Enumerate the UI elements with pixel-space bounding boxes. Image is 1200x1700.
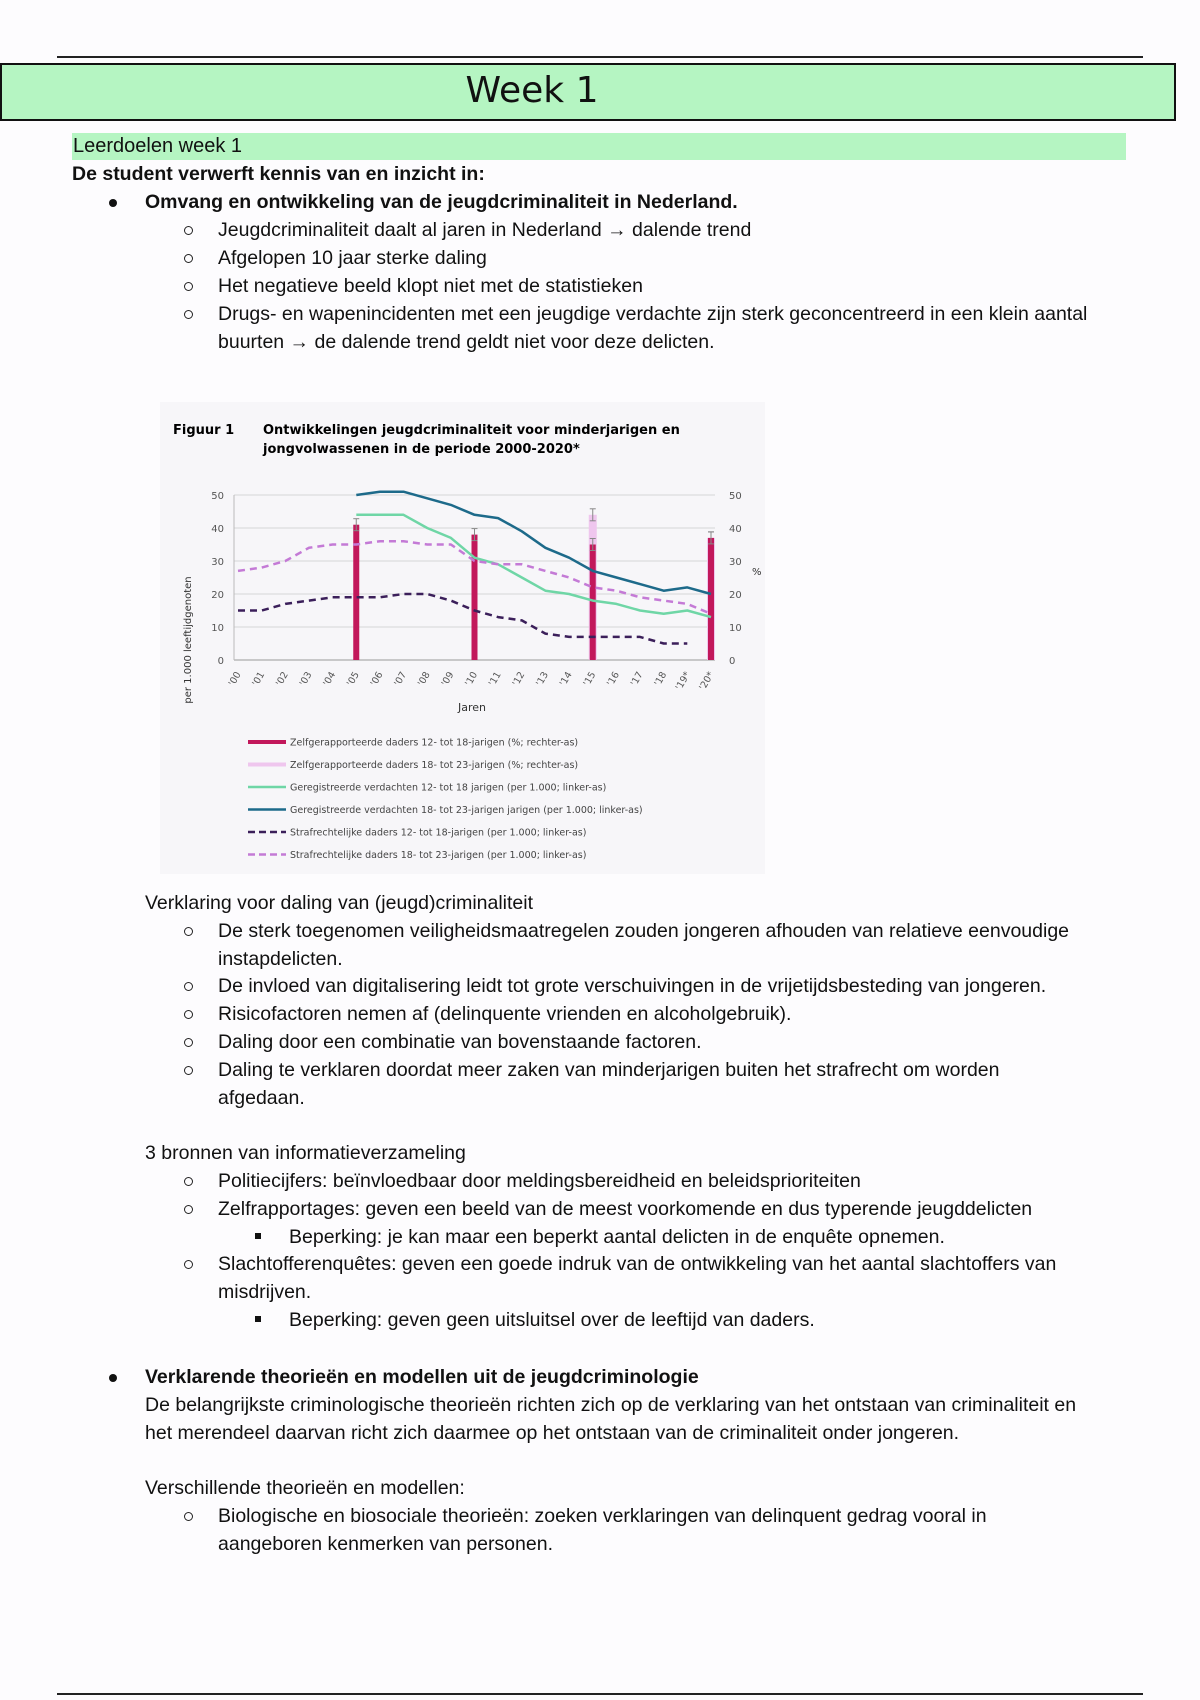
- x-tick-label: '15: [581, 670, 599, 689]
- square-bullet-icon: [255, 1316, 261, 1322]
- legend-item: Strafrechtelijke daders 18- tot 23-jarigen (per 1.000; linker-as): [290, 850, 587, 861]
- list-item-continuation: misdrijven.: [218, 1281, 312, 1303]
- circle-bullet-icon: [184, 226, 193, 235]
- x-tick-label: '19*: [673, 670, 693, 693]
- learning-goals-banner: [72, 133, 1126, 160]
- list-item: Biologische en biosociale theorieën: zoeken verklaringen van delinquent gedrag vooral in: [218, 1505, 987, 1527]
- legend-item: Zelfgerapporteerde daders 12- tot 18-jarigen (%; rechter-as): [290, 737, 579, 749]
- x-tick-label: '12: [510, 670, 528, 689]
- section1-heading: Omvang en ontwikkeling van de jeugdcriminaliteit in Nederland.: [145, 191, 738, 213]
- x-tick-label: '06: [368, 670, 386, 689]
- list-item: De sterk toegenomen veiligheidsmaatregelen zouden jongeren afhouden van relatieve eenvoudige: [218, 920, 1070, 942]
- bar: [708, 538, 714, 660]
- list-item-continuation: instapdelicten.: [218, 948, 343, 970]
- x-tick-label: '03: [297, 670, 315, 689]
- y-tick-label-right: 0: [729, 656, 736, 667]
- circle-bullet-icon: [184, 1038, 193, 1047]
- section2-subheading: Verschillende theorieën en modellen:: [145, 1477, 465, 1499]
- y-tick-label-right: 20: [729, 590, 742, 601]
- x-axis-label: Jaren: [457, 701, 487, 714]
- x-tick-label: '01: [250, 670, 268, 689]
- list-item: Het negatieve beeld klopt niet met de statistieken: [218, 275, 643, 297]
- y-tick-label-right: 50: [729, 491, 742, 502]
- list-item: Jeugdcriminaliteit daalt al jaren in Nederland → dalende trend: [218, 219, 752, 241]
- x-tick-label: '09: [439, 670, 457, 689]
- list-item: Drugs- en wapenincidenten met een jeugdige verdachte zijn sterk geconcentreerd in een klein aantal: [218, 303, 1088, 325]
- list-item: Politiecijfers: beïnvloedbaar door meldingsbereidheid en beleidsprioriteiten: [218, 1170, 861, 1192]
- section2-paragraph-line2: het merendeel daarvan richt zich daarmee op het ontstaan van de criminaliteit onder jongeren.: [145, 1422, 960, 1444]
- list-item: De invloed van digitalisering leidt tot grote verschuivingen in de vrijetijdsbesteding van jongeren.: [218, 975, 1047, 997]
- series-line: [356, 492, 711, 594]
- x-tick-label: '08: [415, 670, 433, 689]
- x-tick-label: '17: [628, 670, 646, 689]
- x-tick-label: '11: [486, 670, 504, 689]
- x-tick-label: '18: [652, 670, 670, 689]
- section2-paragraph-line1: De belangrijkste criminologische theorieën richten zich op de verklaring van het ontstaan van criminaliteit en: [145, 1394, 1077, 1416]
- list-item-continuation: afgedaan.: [218, 1087, 305, 1109]
- y-tick-label: 30: [211, 557, 224, 568]
- circle-bullet-icon: [184, 982, 193, 991]
- sources-heading: 3 bronnen van informatieverzameling: [145, 1142, 466, 1164]
- chart-legend: [248, 738, 643, 862]
- x-tick-label: '00: [226, 670, 244, 689]
- explanation-heading: Verklaring voor daling van (jeugd)criminaliteit: [145, 892, 534, 914]
- x-tick-label: '05: [344, 670, 362, 689]
- y-axis-right-label: %: [752, 567, 762, 578]
- square-bullet-icon: [255, 1233, 261, 1239]
- y-tick-label-right: 30: [729, 557, 742, 568]
- title-banner: [0, 63, 1176, 121]
- series-line: [238, 594, 687, 644]
- legend-item: Geregistreerde verdachten 18- tot 23-jarigen jarigen (per 1.000; linker-as): [290, 805, 643, 816]
- circle-bullet-icon: [184, 1010, 193, 1019]
- learning-goals-heading: Leerdoelen week 1: [73, 135, 243, 157]
- legend-item: Geregistreerde verdachten 12- tot 18 jarigen (per 1.000; linker-as): [290, 782, 607, 794]
- sub-list-item: Beperking: je kan maar een beperkt aantal delicten in de enquête opnemen.: [289, 1226, 945, 1248]
- page-title: Week 1: [465, 70, 599, 111]
- circle-bullet-icon: [184, 282, 193, 291]
- intro-text: De student verwerft kennis van en inzicht in:: [72, 163, 485, 185]
- chart-title-line2: jongvolwassenen in de periode 2000-2020*: [263, 442, 580, 457]
- y-tick-label-right: 10: [729, 623, 742, 634]
- x-tick-label: '07: [392, 670, 410, 689]
- sub-list-item: Beperking: geven geen uitsluitsel over de leeftijd van daders.: [289, 1309, 815, 1331]
- list-item: Risicofactoren nemen af (delinquente vrienden en alcoholgebruik).: [218, 1003, 792, 1025]
- circle-bullet-icon: [184, 1177, 193, 1186]
- circle-bullet-icon: [184, 1205, 193, 1214]
- bar: [590, 545, 596, 661]
- bullet-icon: [109, 1374, 117, 1382]
- legend-item: Strafrechtelijke daders 12- tot 18-jarigen (per 1.000; linker-as): [290, 827, 587, 839]
- figure-label: Figuur 1: [173, 423, 235, 438]
- chart-title-line1: Ontwikkelingen jeugdcriminaliteit voor minderjarigen en: [263, 423, 680, 438]
- circle-bullet-icon: [184, 1066, 193, 1075]
- circle-bullet-icon: [184, 310, 193, 319]
- legend-item: Zelfgerapporteerde daders 18- tot 23-jarigen (%; rechter-as): [290, 760, 579, 771]
- x-axis: [227, 670, 717, 693]
- x-tick-label: '02: [274, 670, 291, 689]
- y-axis-left: [211, 491, 224, 667]
- bullet-icon: [109, 199, 117, 207]
- series-line: [356, 515, 711, 617]
- x-tick-label: '14: [557, 670, 575, 689]
- list-item: Zelfrapportages: geven een beeld van de meest voorkomende en dus typerende jeugddelicten: [218, 1198, 1033, 1220]
- circle-bullet-icon: [184, 927, 193, 936]
- list-item: Slachtofferenquêtes: geven een goede indruk van de ontwikkeling van het aantal slachtoffers van: [218, 1253, 1057, 1275]
- y-tick-label-right: 40: [729, 524, 742, 535]
- list-item: Daling te verklaren doordat meer zaken van minderjarigen buiten het strafrecht om worden: [218, 1059, 1000, 1081]
- y-tick-label: 0: [217, 656, 224, 667]
- bar: [472, 535, 478, 660]
- list-item: Afgelopen 10 jaar sterke daling: [218, 247, 487, 269]
- circle-bullet-icon: [184, 254, 193, 263]
- circle-bullet-icon: [184, 1260, 193, 1269]
- x-tick-label: '04: [321, 670, 339, 689]
- y-axis-left-label: per 1.000 leeftijdgenoten: [183, 576, 194, 704]
- y-tick-label: 40: [211, 524, 224, 535]
- header-rule: [57, 56, 1143, 58]
- footer-rule: [57, 1693, 1143, 1695]
- y-tick-label: 10: [211, 623, 224, 634]
- section2-heading: Verklarende theorieën en modellen uit de jeugdcriminologie: [145, 1366, 699, 1388]
- y-tick-label: 50: [211, 491, 224, 502]
- x-tick-label: '10: [463, 670, 481, 689]
- list-item-continuation: buurten → de dalende trend geldt niet voor deze delicten.: [218, 331, 715, 353]
- figure-1: [160, 402, 765, 874]
- x-tick-label: '20*: [697, 670, 717, 693]
- chart-svg: [160, 402, 765, 874]
- x-tick-label: '16: [605, 670, 622, 689]
- y-axis-right: [729, 491, 742, 667]
- list-item: Daling door een combinatie van bovenstaande factoren.: [218, 1031, 702, 1053]
- y-tick-label: 20: [211, 590, 224, 601]
- list-item-continuation: aangeboren kenmerken van personen.: [218, 1533, 553, 1555]
- x-tick-label: '13: [534, 670, 552, 689]
- circle-bullet-icon: [184, 1512, 193, 1521]
